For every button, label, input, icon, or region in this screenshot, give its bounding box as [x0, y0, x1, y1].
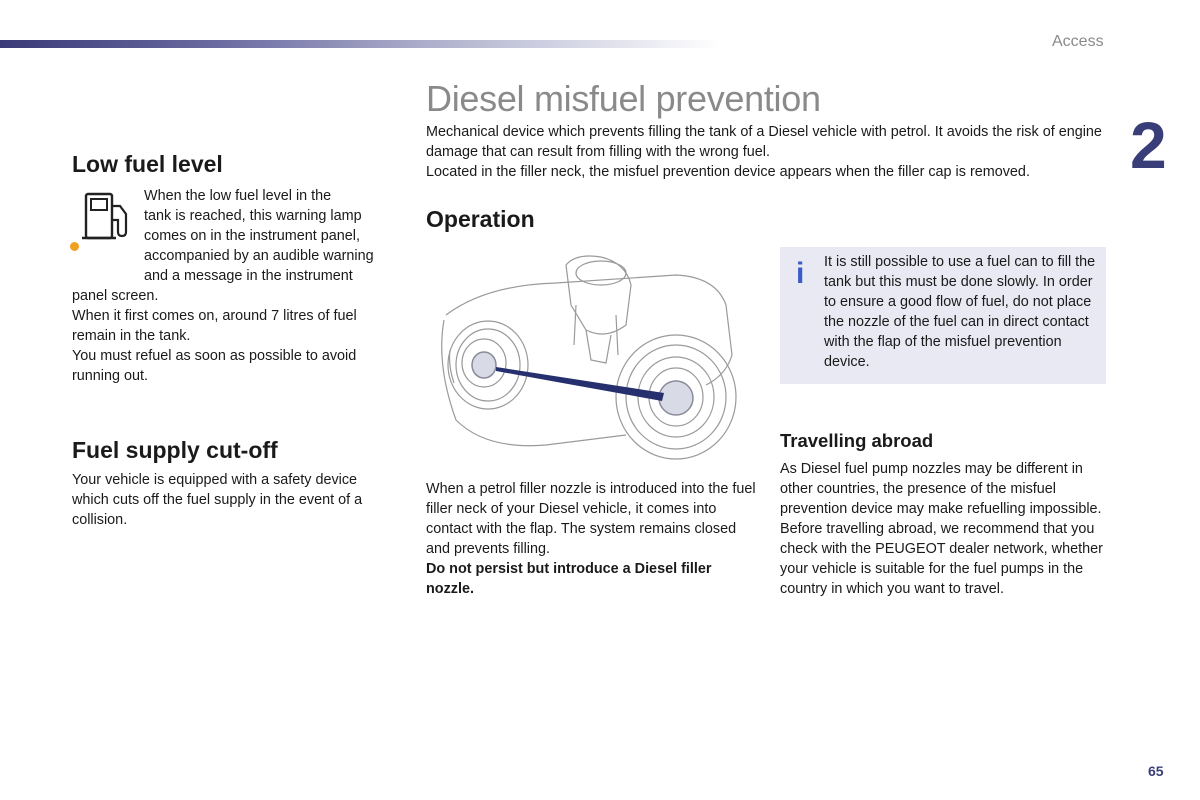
low-fuel-line: accompanied by an audible warning — [144, 248, 374, 264]
info-icon: i — [796, 257, 805, 290]
low-fuel-line: When the low fuel level in the — [144, 188, 332, 204]
travelling-text — [780, 459, 1105, 599]
low-fuel-line: comes on in the instrument panel, — [144, 228, 360, 244]
low-fuel-line: and a message in the instrument — [144, 268, 353, 284]
low-fuel-line: tank is reached, this warning lamp — [144, 208, 362, 224]
fuel-cutoff-paragraph: Your vehicle is equipped with a safety device which cuts off the fuel supply in the event of a collision. — [72, 472, 363, 528]
info-box — [780, 247, 1106, 384]
travelling-paragraph: As Diesel fuel pump nozzles may be different in other countries, the presence of the misfuel prevention device may make refuelling impossible. — [780, 461, 1102, 517]
low-fuel-paragraph: You must refuel as soon as possible to avoid running out. — [72, 348, 357, 384]
operation-text — [426, 479, 760, 599]
intro-text — [426, 122, 1116, 182]
fuel-cutoff-text — [72, 470, 392, 530]
chapter-number: 2 — [1130, 108, 1167, 182]
info-text: It is still possible to use a fuel can to fill the tank but this must be done slowly. In order to ensure a good flow of fuel, do not place the nozzle of the fuel can in direct contact with the flap of the misfuel prevention device. — [824, 254, 1096, 370]
operation-bold-text: Do not persist but introduce a Diesel filler nozzle. — [426, 561, 712, 597]
travelling-heading: Travelling abroad — [780, 430, 934, 451]
low-fuel-paragraph: When it first comes on, around 7 litres of fuel remain in the tank. — [72, 308, 357, 344]
intro-paragraph: Located in the filler neck, the misfuel prevention device appears when the filler cap is removed. — [426, 164, 1030, 180]
operation-paragraph: When a petrol filler nozzle is introduced into the fuel filler neck of your Diesel vehicle, it comes into contact with the flap. The system remains closed and prevents filling. — [426, 481, 756, 557]
page-number: 65 — [1148, 763, 1164, 779]
low-fuel-heading: Low fuel level — [72, 151, 223, 177]
fuel-cutoff-heading: Fuel supply cut-off — [72, 437, 278, 463]
filler-neck-illustration — [426, 245, 756, 470]
operation-warning — [426, 559, 760, 599]
page-title: Diesel misfuel prevention — [426, 78, 821, 119]
travelling-paragraph: Before travelling abroad, we recommend that you check with the PEUGEOT dealer network, whether your vehicle is suitable for the fuel pumps in the country in which you want to travel. — [780, 521, 1103, 597]
intro-paragraph: Mechanical device which prevents filling the tank of a Diesel vehicle with petrol. It avoids the risk of engine damage that can result from filling with the wrong fuel. — [426, 124, 1102, 160]
header-gradient-bar — [0, 40, 720, 48]
section-label: Access — [1052, 33, 1104, 50]
low-fuel-text — [72, 186, 392, 386]
operation-heading: Operation — [426, 206, 535, 232]
low-fuel-paragraph: panel screen. — [72, 288, 159, 304]
